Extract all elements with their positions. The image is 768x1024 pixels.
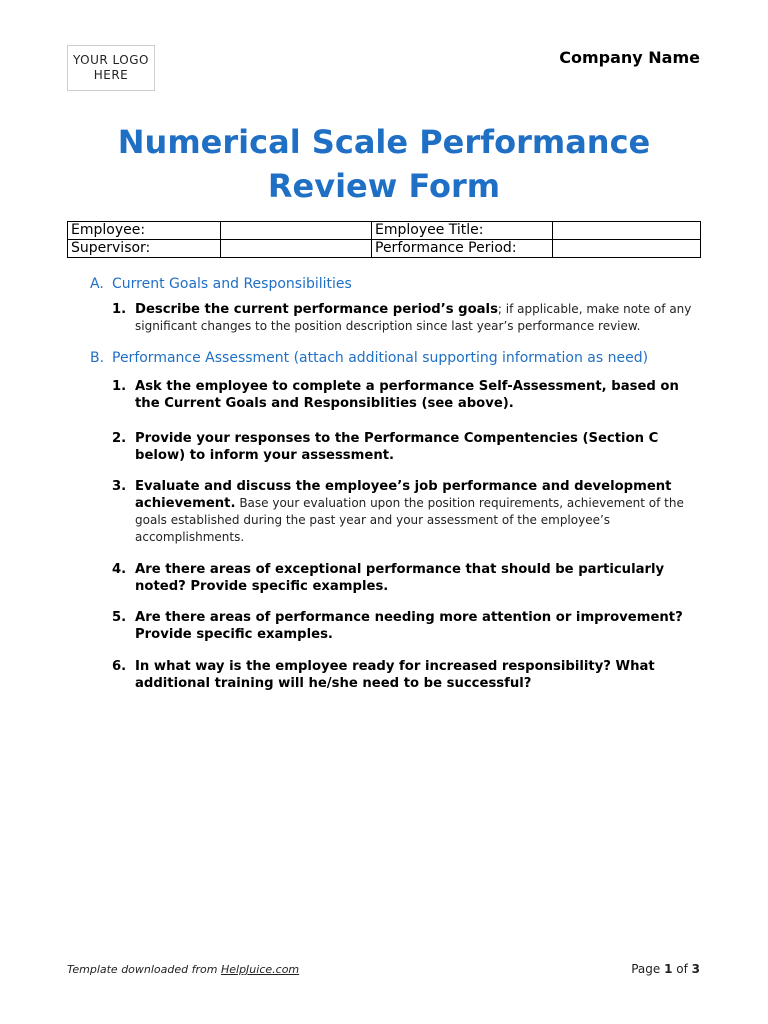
page-current: 1	[664, 962, 673, 976]
item-number: 4.	[112, 562, 127, 577]
employee-field[interactable]	[221, 222, 372, 240]
item-text	[135, 430, 702, 464]
logo-text-line1: YOUR LOGO	[72, 53, 149, 67]
footer-prefix: Template downloaded from	[67, 963, 221, 976]
employee-label: Employee:	[68, 222, 221, 240]
list-item	[112, 609, 702, 643]
section-b-list	[112, 378, 702, 412]
list-item	[112, 658, 702, 692]
page-of: of	[672, 962, 692, 976]
section-letter: B.	[90, 350, 105, 366]
logo-text-line2: HERE	[93, 68, 129, 82]
item-regular-text: ; if applicable, make note of any significant changes to the position description since last year’s performance review.	[135, 302, 692, 333]
item-regular-text: Base your evaluation upon the position requirements, achievement of the goals established during the past year and your assessment of the employee’s accomplishments.	[135, 496, 684, 544]
item-number: 6.	[112, 659, 127, 674]
item-number: 2.	[112, 431, 127, 446]
page-label: Page	[631, 962, 665, 976]
list-item	[112, 378, 702, 412]
item-bold-text: Are there areas of exceptional performance that should be particularly noted? Provide specific examples.	[135, 562, 665, 594]
section-title: Performance Assessment (attach additional supporting information as need)	[112, 350, 649, 366]
item-text	[135, 609, 702, 643]
item-number: 5.	[112, 610, 127, 625]
table-row	[68, 240, 701, 258]
employee-title-label: Employee Title:	[372, 222, 553, 240]
section-b-heading	[90, 350, 648, 366]
section-letter: A.	[90, 276, 104, 292]
item-bold-text: Describe the current performance period’s goals	[135, 302, 498, 317]
section-b-list	[112, 561, 702, 595]
list-item	[112, 478, 702, 546]
page-number	[631, 962, 700, 976]
page-title	[0, 120, 768, 208]
item-text	[135, 301, 702, 335]
section-title: Current Goals and Responsibilities	[112, 276, 352, 292]
helpjuice-link[interactable]: HelpJuice.com	[220, 963, 300, 976]
section-b-list	[112, 478, 702, 546]
section-b-list	[112, 658, 702, 692]
footer-source	[67, 963, 299, 976]
item-text	[135, 378, 702, 412]
page-total: 3	[691, 962, 700, 976]
logo-placeholder	[67, 45, 155, 91]
item-bold-text: Evaluate and discuss the employee’s job performance and development achievement.	[135, 479, 672, 511]
item-text	[135, 561, 702, 595]
list-item	[112, 301, 702, 335]
item-text	[135, 478, 702, 546]
list-item	[112, 430, 702, 464]
title-line-1: Numerical Scale Performance	[117, 123, 651, 161]
item-bold-text: Provide your responses to the Performance Compentencies (Section C below) to inform your assessment.	[135, 431, 659, 463]
section-a-heading	[90, 276, 352, 292]
employee-info-table	[67, 221, 701, 258]
supervisor-field[interactable]	[221, 240, 372, 258]
item-number: 3.	[112, 479, 127, 494]
performance-period-field[interactable]	[553, 240, 701, 258]
employee-title-field[interactable]	[553, 222, 701, 240]
list-item	[112, 561, 702, 595]
section-a-list	[112, 301, 702, 335]
item-bold-text: Are there areas of performance needing more attention or improvement? Provide specific examples.	[135, 610, 683, 642]
item-bold-text: In what way is the employee ready for increased responsibility? What additional training will he/she need to be successful?	[135, 659, 655, 691]
company-name: Company Name	[559, 48, 700, 67]
item-number: 1.	[112, 379, 127, 394]
table-row	[68, 222, 701, 240]
supervisor-label: Supervisor:	[68, 240, 221, 258]
section-b-list	[112, 609, 702, 643]
item-text	[135, 658, 702, 692]
section-b-list	[112, 430, 702, 464]
item-number: 1.	[112, 302, 127, 317]
title-line-2: Review Form	[267, 167, 501, 205]
performance-period-label: Performance Period:	[372, 240, 553, 258]
item-bold-text: Ask the employee to complete a performance Self-Assessment, based on the Current Goals and Responsiblities (see above).	[135, 379, 679, 411]
